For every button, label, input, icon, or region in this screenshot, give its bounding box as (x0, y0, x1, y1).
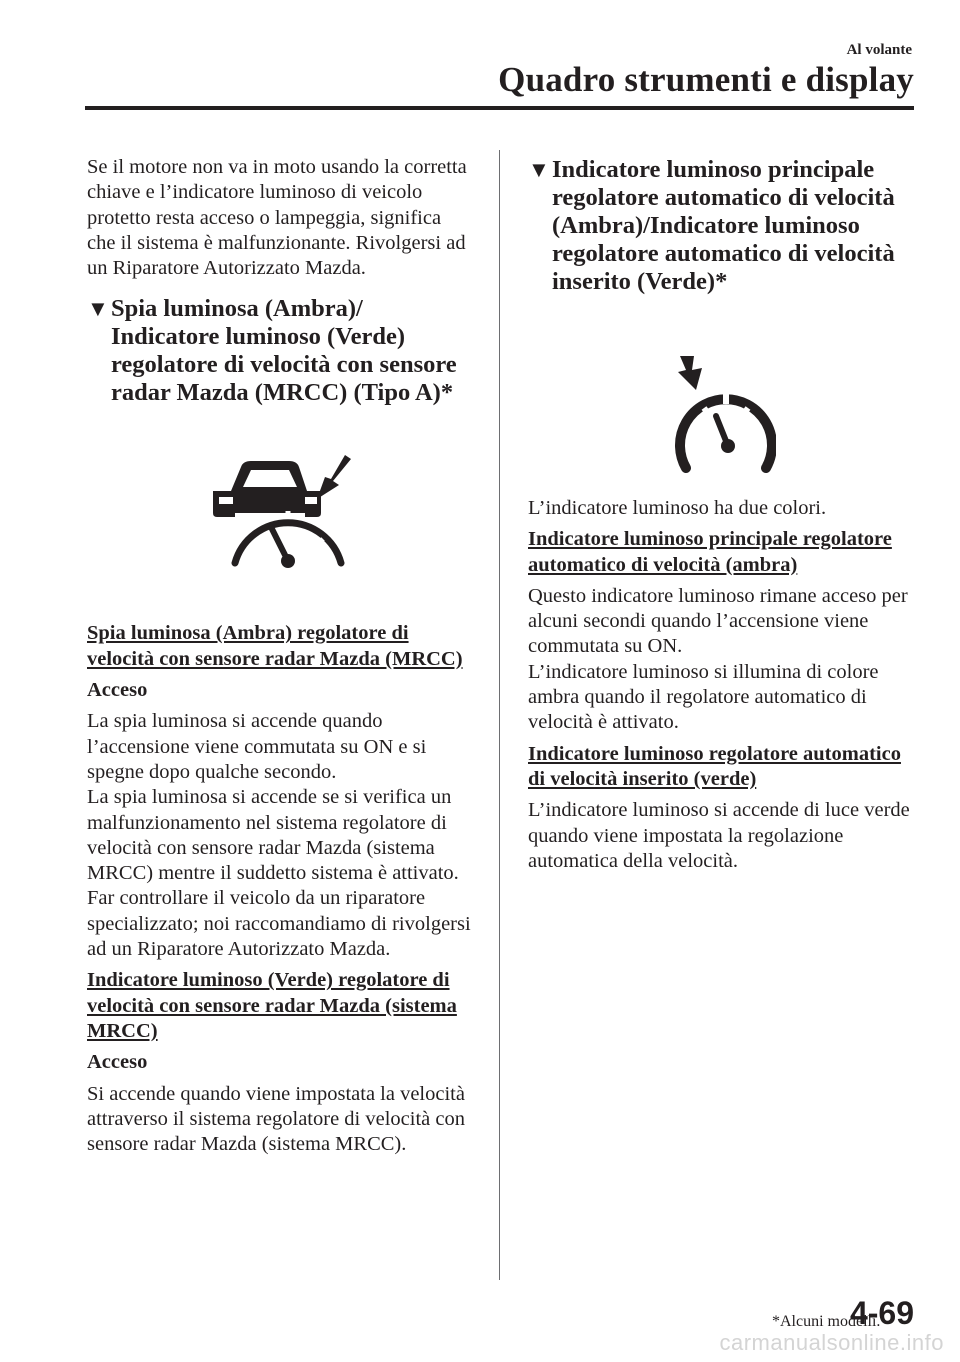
cruise-amber-paragraph-1: Questo indicatore luminoso rimane acceso per alcuni secondi quando l’accensione viene commutata su ON. (528, 584, 908, 658)
column-divider (499, 150, 500, 1280)
cruise-intro: L’indicatore luminoso ha due colori. (528, 497, 827, 519)
page-number: 4-69 (849, 1295, 914, 1331)
watermark: carmanualsonline.info (719, 1330, 944, 1355)
mrcc-amber-subheading: Spia luminosa (Ambra) regolatore di velocità con sensore radar Mazda (MRCC) (87, 622, 463, 670)
mrcc-green-paragraph: Si accende quando viene impostata la velocità attraverso il sistema regolatore di velocità con sensore radar Mazda (sistema MRCC). (87, 1082, 465, 1156)
mrcc-heading (87, 295, 472, 407)
cruise-green-subheading: Indicatore luminoso regolatore automatico di velocità inserito (verde) (528, 742, 901, 790)
header-rule (85, 106, 914, 110)
left-column (87, 155, 472, 1163)
cruise-amber-subheading: Indicatore luminoso principale regolatore automatico di velocità (ambra) (528, 528, 892, 576)
footnote: *Alcuni modelli. (772, 1313, 881, 1330)
mrcc-amber-paragraph-1: La spia luminosa si accende quando l’accensione viene commutata su ON e si spegne dopo qualche secondo. (87, 710, 427, 783)
mrcc-green-status-label: Acceso (87, 1051, 148, 1074)
cruise-green-paragraph: L’indicatore luminoso si accende di luce verde quando viene impostata la regolazione automatica della velocità. (528, 799, 910, 872)
intro-paragraph: Se il motore non va in moto usando la corretta chiave e l’indicatore luminoso di veicolo protetto resta acceso o lampeggia, significa che il sistema è malfunzionante. Rivolgersi ad un Riparatore Autorizzato Mazda. (87, 156, 467, 280)
right-column (528, 156, 913, 880)
mrcc-heading-text: Spia luminosa (Ambra)/ Indicatore luminoso (Verde) regolatore di velocità con sensore radar Mazda (MRCC) (Tipo A)* (111, 295, 457, 407)
mrcc-amber-paragraph-2: La spia luminosa si accende se si verifica un malfunzionamento nel sistema regolatore di velocità con sensore radar Mazda (sistema MRCC) mentre il suddetto sistema è attivato. Far controllare il veicolo da un riparatore specializzato; noi raccomandiamo di rivolgersi ad un Riparatore Autorizzato Mazda. (87, 786, 471, 961)
triangle-bullet-icon: ▼ (87, 296, 109, 322)
cruise-heading-text: Indicatore luminoso principale regolatore automatico di velocità (Ambra)/Indicatore luminoso regolatore automatico di velocità inserito (Verde)* (552, 156, 895, 295)
triangle-bullet-icon: ▼ (528, 157, 550, 182)
mrcc-amber-status-label: Acceso (87, 679, 148, 702)
cruise-control-icon (666, 354, 776, 474)
mrcc-green-subheading: Indicatore luminoso (Verde) regolatore di velocità con sensore radar Mazda (sistema MRCC) (87, 969, 457, 1042)
radar-cruise-control-icon (205, 455, 355, 573)
cruise-icon-box (528, 354, 913, 474)
cruise-heading (528, 156, 913, 296)
cruise-amber-paragraph-2: L’indicatore luminoso si illumina di colore ambra quando il regolatore automatico di velocità è attivato. (528, 660, 879, 734)
section-title: Al volante (846, 42, 912, 58)
mrcc-icon-box (87, 455, 472, 573)
page-title: Quadro strumenti e display (498, 60, 914, 99)
